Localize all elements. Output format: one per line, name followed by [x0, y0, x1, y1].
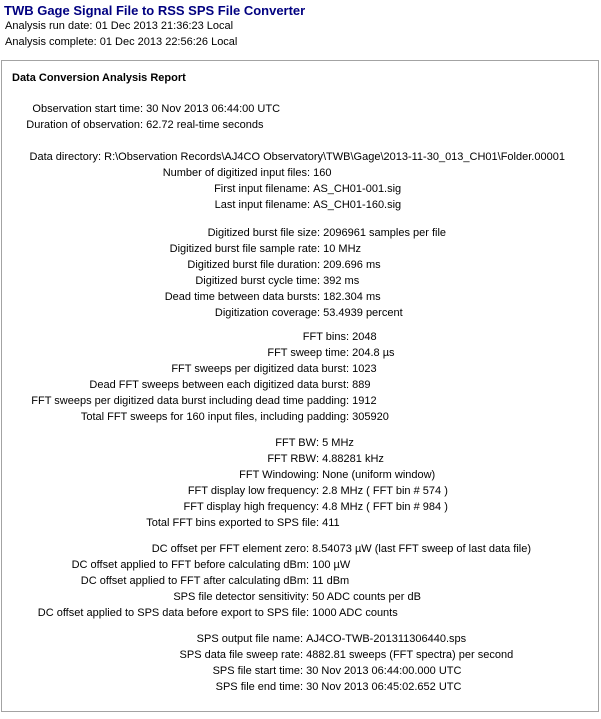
field-label: Observation start time: [32, 103, 140, 115]
fft-display-group: [2, 435, 598, 531]
separator: :: [307, 183, 314, 195]
line-sps-file-start-time: [2, 663, 598, 679]
line-fft-display-low-frequency: [2, 483, 598, 499]
line-fft-sweeps-including-dead-time-padding: [2, 393, 598, 409]
field-label: FFT Windowing: [239, 469, 316, 481]
field-label: DC offset applied to FFT after calculating dBm: [80, 575, 306, 587]
field-label: SPS file end time: [215, 681, 300, 693]
field-value: 204.8 µs: [352, 347, 395, 359]
field-value: AJ4CO-TWB-201311306440.sps: [306, 633, 467, 645]
analysis-run-date: Analysis run date: 01 Dec 2013 21:36:23 Local: [5, 20, 234, 32]
field-label: Duration of observation: [26, 119, 140, 131]
field-label: FFT display low frequency: [187, 485, 316, 497]
field-value: 30 Nov 2013 06:44:00 UTC: [146, 103, 281, 115]
line-digitized-burst-cycle-time: [2, 273, 598, 289]
field-label: DC offset applied to SPS data before export to SPS file: [37, 607, 306, 619]
field-value: 4.88281 kHz: [322, 453, 384, 465]
field-value: 50 ADC counts per dB: [312, 591, 421, 603]
field-value: 62.72 real-time seconds: [146, 119, 264, 131]
field-value: 2.8 MHz ( FFT bin # 574 ): [322, 485, 448, 497]
line-total-fft-bins-exported: [2, 515, 598, 531]
field-label: FFT sweep time: [267, 347, 346, 359]
field-label: DC offset per FFT element zero: [151, 543, 306, 555]
field-value: 2096961 samples per file: [323, 227, 447, 239]
separator: :: [317, 259, 324, 271]
field-value: 182.304 ms: [323, 291, 381, 303]
line-digitized-burst-file-size: [2, 225, 598, 241]
separator: :: [306, 543, 313, 555]
field-value: 4882.81 sweeps (FFT spectra) per second: [306, 649, 514, 661]
separator: :: [316, 469, 323, 481]
line-dead-time-between-data-bursts: [2, 289, 598, 305]
separator: :: [300, 633, 307, 645]
field-label: Data directory: [29, 151, 98, 163]
line-fft-sweeps-per-digitized-data-burst: [2, 361, 598, 377]
separator: :: [317, 227, 324, 239]
field-label: SPS file start time: [212, 665, 300, 677]
field-value: 1023: [352, 363, 377, 375]
line-sps-data-file-sweep-rate: [2, 647, 598, 663]
separator: :: [306, 559, 313, 571]
separator: :: [300, 681, 307, 693]
field-value: 30 Nov 2013 06:44:00.000 UTC: [306, 665, 462, 677]
field-value: 889: [352, 379, 371, 391]
line-fft-sweep-time: [2, 345, 598, 361]
line-last-input-filename: [2, 197, 598, 213]
field-label: Total FFT bins exported to SPS file: [146, 517, 316, 529]
field-value: 2048: [352, 331, 377, 343]
field-label: Dead time between data bursts: [164, 291, 317, 303]
line-dc-offset-after-dbm: [2, 573, 598, 589]
observation-group: [2, 101, 598, 133]
line-dc-offset-before-dbm: [2, 557, 598, 573]
line-sps-file-end-time: [2, 679, 598, 695]
field-value: 5 MHz: [322, 437, 354, 449]
field-label: SPS output file name: [196, 633, 300, 645]
app-title: TWB Gage Signal File to RSS SPS File Converter: [4, 3, 306, 18]
separator: :: [316, 501, 323, 513]
field-value: 1912: [352, 395, 377, 407]
line-dc-offset-per-fft-element-zero: [2, 541, 598, 557]
line-sps-output-file-name: [2, 631, 598, 647]
line-observation-start-time: [2, 101, 598, 117]
field-value: 10 MHz: [323, 243, 362, 255]
separator: :: [316, 517, 323, 529]
separator: :: [317, 275, 324, 287]
separator: :: [300, 665, 307, 677]
field-label: Digitized burst file size: [207, 227, 317, 239]
field-value: AS_CH01-001.sig: [313, 183, 402, 195]
separator: :: [306, 607, 313, 619]
field-value: 392 ms: [323, 275, 360, 287]
line-dc-offset-before-export: [2, 605, 598, 621]
separator: :: [140, 103, 147, 115]
field-value: 1000 ADC counts: [312, 607, 398, 619]
line-fft-bw: [2, 435, 598, 451]
line-digitized-burst-file-sample-rate: [2, 241, 598, 257]
field-value: 53.4939 percent: [323, 307, 403, 319]
field-value: 4.8 MHz ( FFT bin # 984 ): [322, 501, 448, 513]
field-label: FFT RBW: [267, 453, 316, 465]
line-sps-file-detector-sensitivity: [2, 589, 598, 605]
separator: :: [346, 395, 353, 407]
field-value: None (uniform window): [322, 469, 436, 481]
field-label: Digitization coverage: [214, 307, 317, 319]
line-first-input-filename: [2, 181, 598, 197]
digitized-burst-group: [2, 225, 598, 321]
field-value: 209.696 ms: [323, 259, 381, 271]
field-value: AS_CH01-160.sig: [313, 199, 402, 211]
line-digitization-coverage: [2, 305, 598, 321]
line-data-directory: [2, 149, 598, 165]
field-label: Digitized burst file duration: [187, 259, 317, 271]
separator: :: [317, 307, 324, 319]
separator: :: [346, 347, 353, 359]
line-fft-windowing: [2, 467, 598, 483]
report-heading: Data Conversion Analysis Report: [12, 72, 186, 84]
input-files-group: [2, 149, 598, 213]
field-label: Digitized burst file sample rate: [169, 243, 317, 255]
separator: :: [316, 485, 323, 497]
field-value: 100 µW: [312, 559, 351, 571]
separator: :: [346, 331, 353, 343]
line-total-fft-sweeps: [2, 409, 598, 425]
separator: :: [306, 591, 313, 603]
field-label: Last input filename: [214, 199, 307, 211]
field-value: R:\Observation Records\AJ4CO Observatory\TWB\Gage\2013-11-30_013_CH01\Folder.00001: [104, 151, 565, 163]
separator: :: [307, 199, 314, 211]
field-value: 8.54073 µW (last FFT sweep of last data file): [312, 543, 532, 555]
field-label: Total FFT sweeps for 160 input files, including padding: [80, 411, 346, 423]
separator: :: [317, 243, 324, 255]
field-label: FFT display high frequency: [183, 501, 316, 513]
separator: :: [140, 119, 147, 131]
fft-sweeps-group: [2, 329, 598, 425]
field-label: SPS file detector sensitivity: [173, 591, 306, 603]
separator: :: [346, 411, 353, 423]
analysis-complete-date: Analysis complete: 01 Dec 2013 22:56:26 Local: [5, 36, 238, 48]
field-value: 305920: [352, 411, 389, 423]
line-duration-of-observation: [2, 117, 598, 133]
line-fft-display-high-frequency: [2, 499, 598, 515]
field-label: Number of digitized input files: [162, 167, 307, 179]
field-value: 411: [322, 517, 340, 529]
separator: :: [346, 379, 353, 391]
separator: :: [316, 437, 323, 449]
separator: :: [317, 291, 324, 303]
line-number-of-digitized-input-files: [2, 165, 598, 181]
field-value: 11 dBm: [312, 575, 350, 587]
separator: :: [300, 649, 307, 661]
line-digitized-burst-file-duration: [2, 257, 598, 273]
field-label: Digitized burst cycle time: [195, 275, 317, 287]
separator: :: [306, 575, 313, 587]
field-label: FFT sweeps per digitized data burst including dead time padding: [31, 395, 346, 407]
field-label: SPS data file sweep rate: [179, 649, 300, 661]
field-label: FFT BW: [275, 437, 316, 449]
field-label: First input filename: [214, 183, 307, 195]
field-label: DC offset applied to FFT before calculating dBm: [71, 559, 306, 571]
separator: :: [346, 363, 353, 375]
field-label: FFT bins: [302, 331, 346, 343]
field-label: FFT sweeps per digitized data burst: [171, 363, 346, 375]
separator: :: [307, 167, 314, 179]
field-value: 30 Nov 2013 06:45:02.652 UTC: [306, 681, 462, 693]
report-panel: [1, 60, 599, 712]
separator: :: [98, 151, 105, 163]
sps-output-group: [2, 631, 598, 695]
field-label: Dead FFT sweeps between each digitized data burst: [89, 379, 346, 391]
separator: :: [316, 453, 323, 465]
field-value: 160: [313, 167, 332, 179]
line-fft-bins: [2, 329, 598, 345]
dc-offset-group: [2, 541, 598, 621]
line-dead-fft-sweeps-between-bursts: [2, 377, 598, 393]
line-fft-rbw: [2, 451, 598, 467]
